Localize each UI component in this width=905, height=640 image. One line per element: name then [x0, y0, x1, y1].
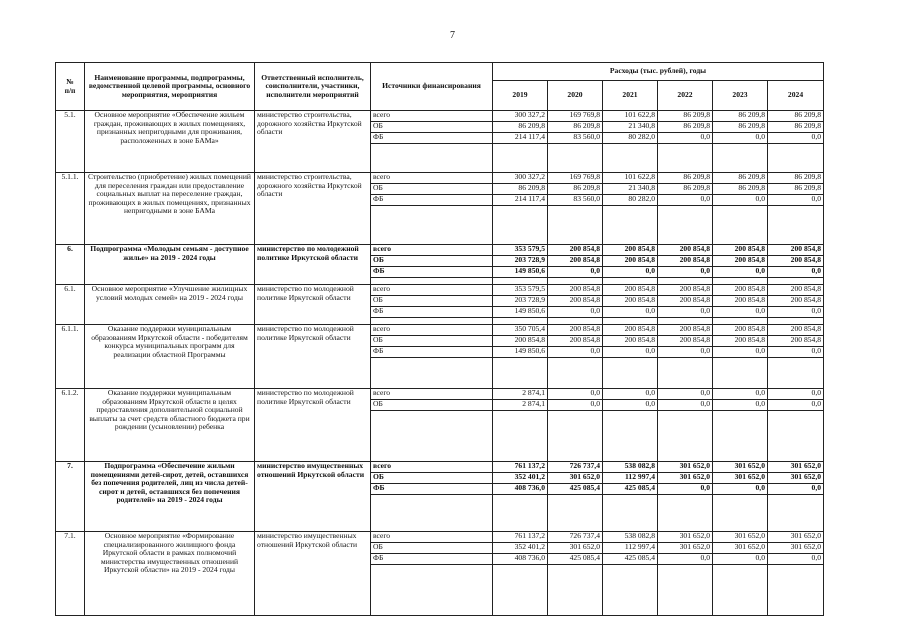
spacer-cell: [713, 278, 768, 285]
row-source: всего: [371, 173, 493, 184]
row-value: 425 085,4: [548, 484, 603, 495]
header-year: 2020: [548, 81, 603, 111]
row-value: 200 854,8: [713, 325, 768, 336]
spacer-cell: [548, 318, 603, 325]
row-value: 352 401,2: [493, 543, 548, 554]
row-value: 301 652,0: [713, 543, 768, 554]
budget-table: [55, 62, 824, 616]
row-responsible: министерство по молодежной политике Иркутской области: [255, 389, 371, 462]
row-value: 86 209,8: [658, 173, 713, 184]
row-source: ОБ: [371, 296, 493, 307]
row-source: ФБ: [371, 347, 493, 358]
row-value: 761 137,2: [493, 532, 548, 543]
row-value: 408 736,0: [493, 484, 548, 495]
spacer-cell: [548, 278, 603, 285]
row-value: 200 854,8: [658, 256, 713, 267]
row-value: 0,0: [658, 267, 713, 278]
row-source: ФБ: [371, 267, 493, 278]
row-value: 2 874,1: [493, 389, 548, 400]
row-value: 86 209,8: [493, 184, 548, 195]
row-name: Основное мероприятие «Формирование специализированного жилищного фонда Иркутской области в рамках полномочий министерства имущественных отношений Иркутской области» на 2019 - 2024 годы: [85, 532, 255, 616]
row-value: 352 401,2: [493, 473, 548, 484]
row-number: 6.1.2.: [56, 389, 85, 462]
row-value: 300 327,2: [493, 111, 548, 122]
spacer-cell: [603, 144, 658, 173]
row-number: 7.1.: [56, 532, 85, 616]
row-source: ФБ: [371, 554, 493, 565]
header-responsible: Ответственный исполнитель, соисполнители, участники, исполнители мероприятий: [255, 63, 371, 111]
spacer-cell: [493, 318, 548, 325]
row-value: 0,0: [603, 400, 658, 411]
table-row: [56, 111, 824, 122]
row-value: 425 085,4: [548, 554, 603, 565]
row-value: 200 854,8: [658, 245, 713, 256]
page-number: 7: [450, 30, 455, 41]
row-name: Оказание поддержки муниципальным образованиям Иркутской области в целях предоставления дополнительной социальной выплаты за счет средств областного бюджета при рождении (усыновлении) ребенка: [85, 389, 255, 462]
spacer-cell: [371, 278, 493, 285]
row-value: 21 340,8: [603, 184, 658, 195]
row-source: ФБ: [371, 484, 493, 495]
row-source: всего: [371, 325, 493, 336]
header-year: 2019: [493, 81, 548, 111]
row-value: 301 652,0: [658, 532, 713, 543]
row-value: 538 082,8: [603, 462, 658, 473]
spacer-cell: [493, 144, 548, 173]
row-value: 200 854,8: [548, 285, 603, 296]
row-value: 301 652,0: [768, 543, 824, 554]
spacer-cell: [713, 358, 768, 389]
row-responsible: министерство строительства, дорожного хозяйства Иркутской области: [255, 173, 371, 245]
row-value: 0,0: [713, 195, 768, 206]
spacer-cell: [548, 144, 603, 173]
row-value: 301 652,0: [713, 462, 768, 473]
row-value: 0,0: [603, 267, 658, 278]
row-value: 200 854,8: [658, 336, 713, 347]
row-value: 200 854,8: [548, 325, 603, 336]
row-value: 86 209,8: [713, 122, 768, 133]
spacer-cell: [658, 495, 713, 532]
row-value: 538 082,8: [603, 532, 658, 543]
row-source: ОБ: [371, 336, 493, 347]
row-value: 21 340,8: [603, 122, 658, 133]
spacer-cell: [603, 565, 658, 616]
row-value: 86 209,8: [493, 122, 548, 133]
header-year: 2021: [603, 81, 658, 111]
row-value: 0,0: [768, 307, 824, 318]
spacer-cell: [768, 144, 824, 173]
row-value: 0,0: [768, 133, 824, 144]
spacer-cell: [658, 411, 713, 462]
row-source: ФБ: [371, 307, 493, 318]
row-value: 0,0: [658, 307, 713, 318]
row-value: 0,0: [658, 400, 713, 411]
row-value: 149 850,6: [493, 307, 548, 318]
row-value: 200 854,8: [658, 296, 713, 307]
row-source: всего: [371, 111, 493, 122]
row-value: 0,0: [658, 195, 713, 206]
row-value: 80 282,0: [603, 195, 658, 206]
spacer-cell: [371, 144, 493, 173]
row-value: 301 652,0: [548, 473, 603, 484]
row-value: 200 854,8: [603, 285, 658, 296]
spacer-cell: [658, 206, 713, 245]
table-row: [56, 285, 824, 296]
row-value: 0,0: [713, 554, 768, 565]
row-value: 101 622,8: [603, 173, 658, 184]
row-responsible: министерство по молодежной политике Иркутской области: [255, 245, 371, 285]
spacer-cell: [713, 144, 768, 173]
row-source: ОБ: [371, 400, 493, 411]
spacer-cell: [768, 565, 824, 616]
row-responsible: министерство по молодежной политике Иркутской области: [255, 325, 371, 389]
row-value: 301 652,0: [768, 532, 824, 543]
row-value: 0,0: [768, 400, 824, 411]
row-value: 200 854,8: [603, 256, 658, 267]
row-name: Оказание поддержки муниципальным образованиям Иркутской области - победителям конкурса муниципальных программ для реализации областной Программы: [85, 325, 255, 389]
row-source: ОБ: [371, 256, 493, 267]
row-value: 200 854,8: [548, 256, 603, 267]
row-value: 0,0: [603, 389, 658, 400]
row-name: Основное мероприятие «Обеспечение жильем граждан, проживающих в жилых помещениях, признанных непригодными для проживания, расположенных в зоне БАМа»: [85, 111, 255, 173]
row-source: всего: [371, 532, 493, 543]
row-value: 214 117,4: [493, 133, 548, 144]
row-value: 86 209,8: [768, 184, 824, 195]
row-value: 83 560,0: [548, 195, 603, 206]
table-row: [56, 462, 824, 473]
row-value: 86 209,8: [713, 184, 768, 195]
row-value: 86 209,8: [548, 184, 603, 195]
row-value: 0,0: [548, 267, 603, 278]
spacer-cell: [493, 358, 548, 389]
spacer-cell: [658, 565, 713, 616]
spacer-cell: [493, 565, 548, 616]
row-value: 200 854,8: [713, 296, 768, 307]
row-value: 2 874,1: [493, 400, 548, 411]
spacer-cell: [548, 358, 603, 389]
row-number: 5.1.1.: [56, 173, 85, 245]
spacer-cell: [493, 495, 548, 532]
spacer-cell: [658, 278, 713, 285]
row-value: 200 854,8: [603, 296, 658, 307]
spacer-cell: [548, 565, 603, 616]
row-value: 200 854,8: [493, 336, 548, 347]
row-value: 86 209,8: [548, 122, 603, 133]
row-value: 0,0: [768, 347, 824, 358]
spacer-cell: [768, 411, 824, 462]
header-year: 2024: [768, 81, 824, 111]
row-value: 726 737,4: [548, 532, 603, 543]
spacer-cell: [658, 144, 713, 173]
row-source: ОБ: [371, 184, 493, 195]
row-value: 86 209,8: [658, 184, 713, 195]
row-value: 149 850,6: [493, 347, 548, 358]
spacer-cell: [371, 206, 493, 245]
spacer-cell: [603, 318, 658, 325]
spacer-cell: [768, 278, 824, 285]
row-value: 0,0: [713, 389, 768, 400]
spacer-cell: [371, 358, 493, 389]
row-value: 0,0: [658, 133, 713, 144]
header-expenses: Расходы (тыс. рублей), годы: [493, 63, 824, 81]
row-value: 0,0: [713, 484, 768, 495]
spacer-cell: [371, 411, 493, 462]
row-source: всего: [371, 389, 493, 400]
row-value: 200 854,8: [658, 325, 713, 336]
row-value: 83 560,0: [548, 133, 603, 144]
row-value: 200 854,8: [768, 245, 824, 256]
row-responsible: министерство по молодежной политике Иркутской области: [255, 285, 371, 325]
row-value: 200 854,8: [768, 325, 824, 336]
spacer-cell: [371, 565, 493, 616]
spacer-cell: [713, 495, 768, 532]
spacer-cell: [713, 318, 768, 325]
row-value: 0,0: [713, 400, 768, 411]
table-row: [56, 325, 824, 336]
row-value: 86 209,8: [768, 122, 824, 133]
row-name: Подпрограмма «Молодым семьям - доступное жилье» на 2019 - 2024 годы: [85, 245, 255, 285]
row-value: 0,0: [768, 484, 824, 495]
header-year: 2022: [658, 81, 713, 111]
spacer-cell: [768, 358, 824, 389]
header-source: Источники финансирования: [371, 63, 493, 111]
row-value: 86 209,8: [768, 111, 824, 122]
row-value: 200 854,8: [658, 285, 713, 296]
row-value: 0,0: [603, 347, 658, 358]
row-value: 0,0: [768, 389, 824, 400]
row-number: 6.1.1.: [56, 325, 85, 389]
row-name: Строительство (приобретение) жилых помещений для переселения граждан или предоставление социальных выплат на переселение граждан, проживающих в жилых помещениях, признанных непригодными в зоне БАМа: [85, 173, 255, 245]
header-name: Наименование программы, подпрограммы, ведомственной целевой программы, основного мероприятия, мероприятия: [85, 63, 255, 111]
row-source: ФБ: [371, 133, 493, 144]
row-value: 149 850,6: [493, 267, 548, 278]
row-value: 726 737,4: [548, 462, 603, 473]
table-header: [56, 63, 824, 111]
header-num: № п/п: [56, 63, 85, 111]
spacer-cell: [713, 206, 768, 245]
row-source: ОБ: [371, 122, 493, 133]
spacer-cell: [768, 495, 824, 532]
row-value: 203 728,9: [493, 256, 548, 267]
spacer-cell: [493, 206, 548, 245]
row-source: всего: [371, 462, 493, 473]
row-source: ФБ: [371, 195, 493, 206]
row-value: 0,0: [658, 554, 713, 565]
row-value: 169 769,8: [548, 111, 603, 122]
table-body: [56, 111, 824, 616]
row-value: 0,0: [603, 307, 658, 318]
row-value: 0,0: [548, 400, 603, 411]
row-value: 761 137,2: [493, 462, 548, 473]
row-value: 301 652,0: [768, 473, 824, 484]
row-value: 200 854,8: [548, 245, 603, 256]
spacer-cell: [548, 206, 603, 245]
row-value: 301 652,0: [713, 473, 768, 484]
spacer-cell: [713, 411, 768, 462]
row-number: 5.1.: [56, 111, 85, 173]
row-value: 112 997,4: [603, 473, 658, 484]
row-value: 0,0: [768, 195, 824, 206]
spacer-cell: [658, 358, 713, 389]
row-value: 80 282,0: [603, 133, 658, 144]
row-value: 200 854,8: [713, 256, 768, 267]
row-value: 301 652,0: [768, 462, 824, 473]
row-value: 301 652,0: [658, 473, 713, 484]
spacer-cell: [371, 318, 493, 325]
table-row: [56, 245, 824, 256]
row-responsible: министерство имущественных отношений Иркутской области: [255, 462, 371, 532]
row-value: 353 579,5: [493, 285, 548, 296]
row-value: 86 209,8: [713, 111, 768, 122]
row-value: 0,0: [713, 133, 768, 144]
row-responsible: министерство имущественных отношений Иркутской области: [255, 532, 371, 616]
row-value: 0,0: [768, 554, 824, 565]
row-name: Подпрограмма «Обеспечение жильми помещениями детей-сирот, детей, оставшихся без попечения родителей, лиц из числа детей-сирот и детей, оставшихся без попечения родителей» на 2019 - 2024 годы: [85, 462, 255, 532]
row-value: 301 652,0: [713, 532, 768, 543]
row-value: 0,0: [658, 389, 713, 400]
row-value: 200 854,8: [713, 245, 768, 256]
row-value: 0,0: [713, 347, 768, 358]
row-value: 112 997,4: [603, 543, 658, 554]
spacer-cell: [548, 411, 603, 462]
row-value: 350 705,4: [493, 325, 548, 336]
spacer-cell: [603, 495, 658, 532]
spacer-cell: [603, 358, 658, 389]
row-value: 0,0: [548, 307, 603, 318]
row-value: 86 209,8: [768, 173, 824, 184]
row-value: 200 854,8: [603, 245, 658, 256]
row-number: 6.: [56, 245, 85, 285]
row-value: 0,0: [548, 389, 603, 400]
spacer-cell: [493, 411, 548, 462]
spacer-cell: [768, 206, 824, 245]
spacer-cell: [548, 495, 603, 532]
header-year: 2023: [713, 81, 768, 111]
row-value: 0,0: [713, 267, 768, 278]
row-value: 425 085,4: [603, 554, 658, 565]
row-value: 301 652,0: [658, 462, 713, 473]
row-value: 200 854,8: [603, 336, 658, 347]
row-value: 0,0: [658, 347, 713, 358]
row-value: 101 622,8: [603, 111, 658, 122]
row-source: ОБ: [371, 473, 493, 484]
row-value: 200 854,8: [548, 296, 603, 307]
row-source: всего: [371, 285, 493, 296]
spacer-cell: [768, 318, 824, 325]
row-responsible: министерство строительства, дорожного хозяйства Иркутской области: [255, 111, 371, 173]
spacer-cell: [713, 565, 768, 616]
row-value: 301 652,0: [548, 543, 603, 554]
row-value: 0,0: [658, 484, 713, 495]
spacer-cell: [603, 411, 658, 462]
spacer-cell: [493, 278, 548, 285]
row-value: 0,0: [768, 267, 824, 278]
row-source: всего: [371, 245, 493, 256]
spacer-cell: [603, 206, 658, 245]
row-value: 200 854,8: [603, 325, 658, 336]
row-value: 425 085,4: [603, 484, 658, 495]
row-value: 200 854,8: [713, 336, 768, 347]
row-number: 6.1.: [56, 285, 85, 325]
row-value: 0,0: [713, 307, 768, 318]
row-value: 86 209,8: [713, 173, 768, 184]
spacer-cell: [603, 278, 658, 285]
row-number: 7.: [56, 462, 85, 532]
row-value: 214 117,4: [493, 195, 548, 206]
spacer-cell: [658, 318, 713, 325]
row-value: 200 854,8: [768, 256, 824, 267]
row-value: 200 854,8: [768, 336, 824, 347]
row-value: 301 652,0: [658, 543, 713, 554]
table-row: [56, 389, 824, 400]
row-value: 408 736,0: [493, 554, 548, 565]
row-value: 203 728,9: [493, 296, 548, 307]
row-name: Основное мероприятие «Улучшение жилищных условий молодых семей» на 2019 - 2024 годы: [85, 285, 255, 325]
row-value: 86 209,8: [658, 122, 713, 133]
row-value: 86 209,8: [658, 111, 713, 122]
table-row: [56, 173, 824, 184]
spacer-cell: [371, 495, 493, 532]
row-value: 200 854,8: [713, 285, 768, 296]
row-value: 0,0: [548, 347, 603, 358]
row-value: 169 769,8: [548, 173, 603, 184]
row-value: 353 579,5: [493, 245, 548, 256]
row-value: 200 854,8: [768, 296, 824, 307]
row-value: 200 854,8: [548, 336, 603, 347]
row-source: ОБ: [371, 543, 493, 554]
row-value: 200 854,8: [768, 285, 824, 296]
row-value: 300 327,2: [493, 173, 548, 184]
table-row: [56, 532, 824, 543]
